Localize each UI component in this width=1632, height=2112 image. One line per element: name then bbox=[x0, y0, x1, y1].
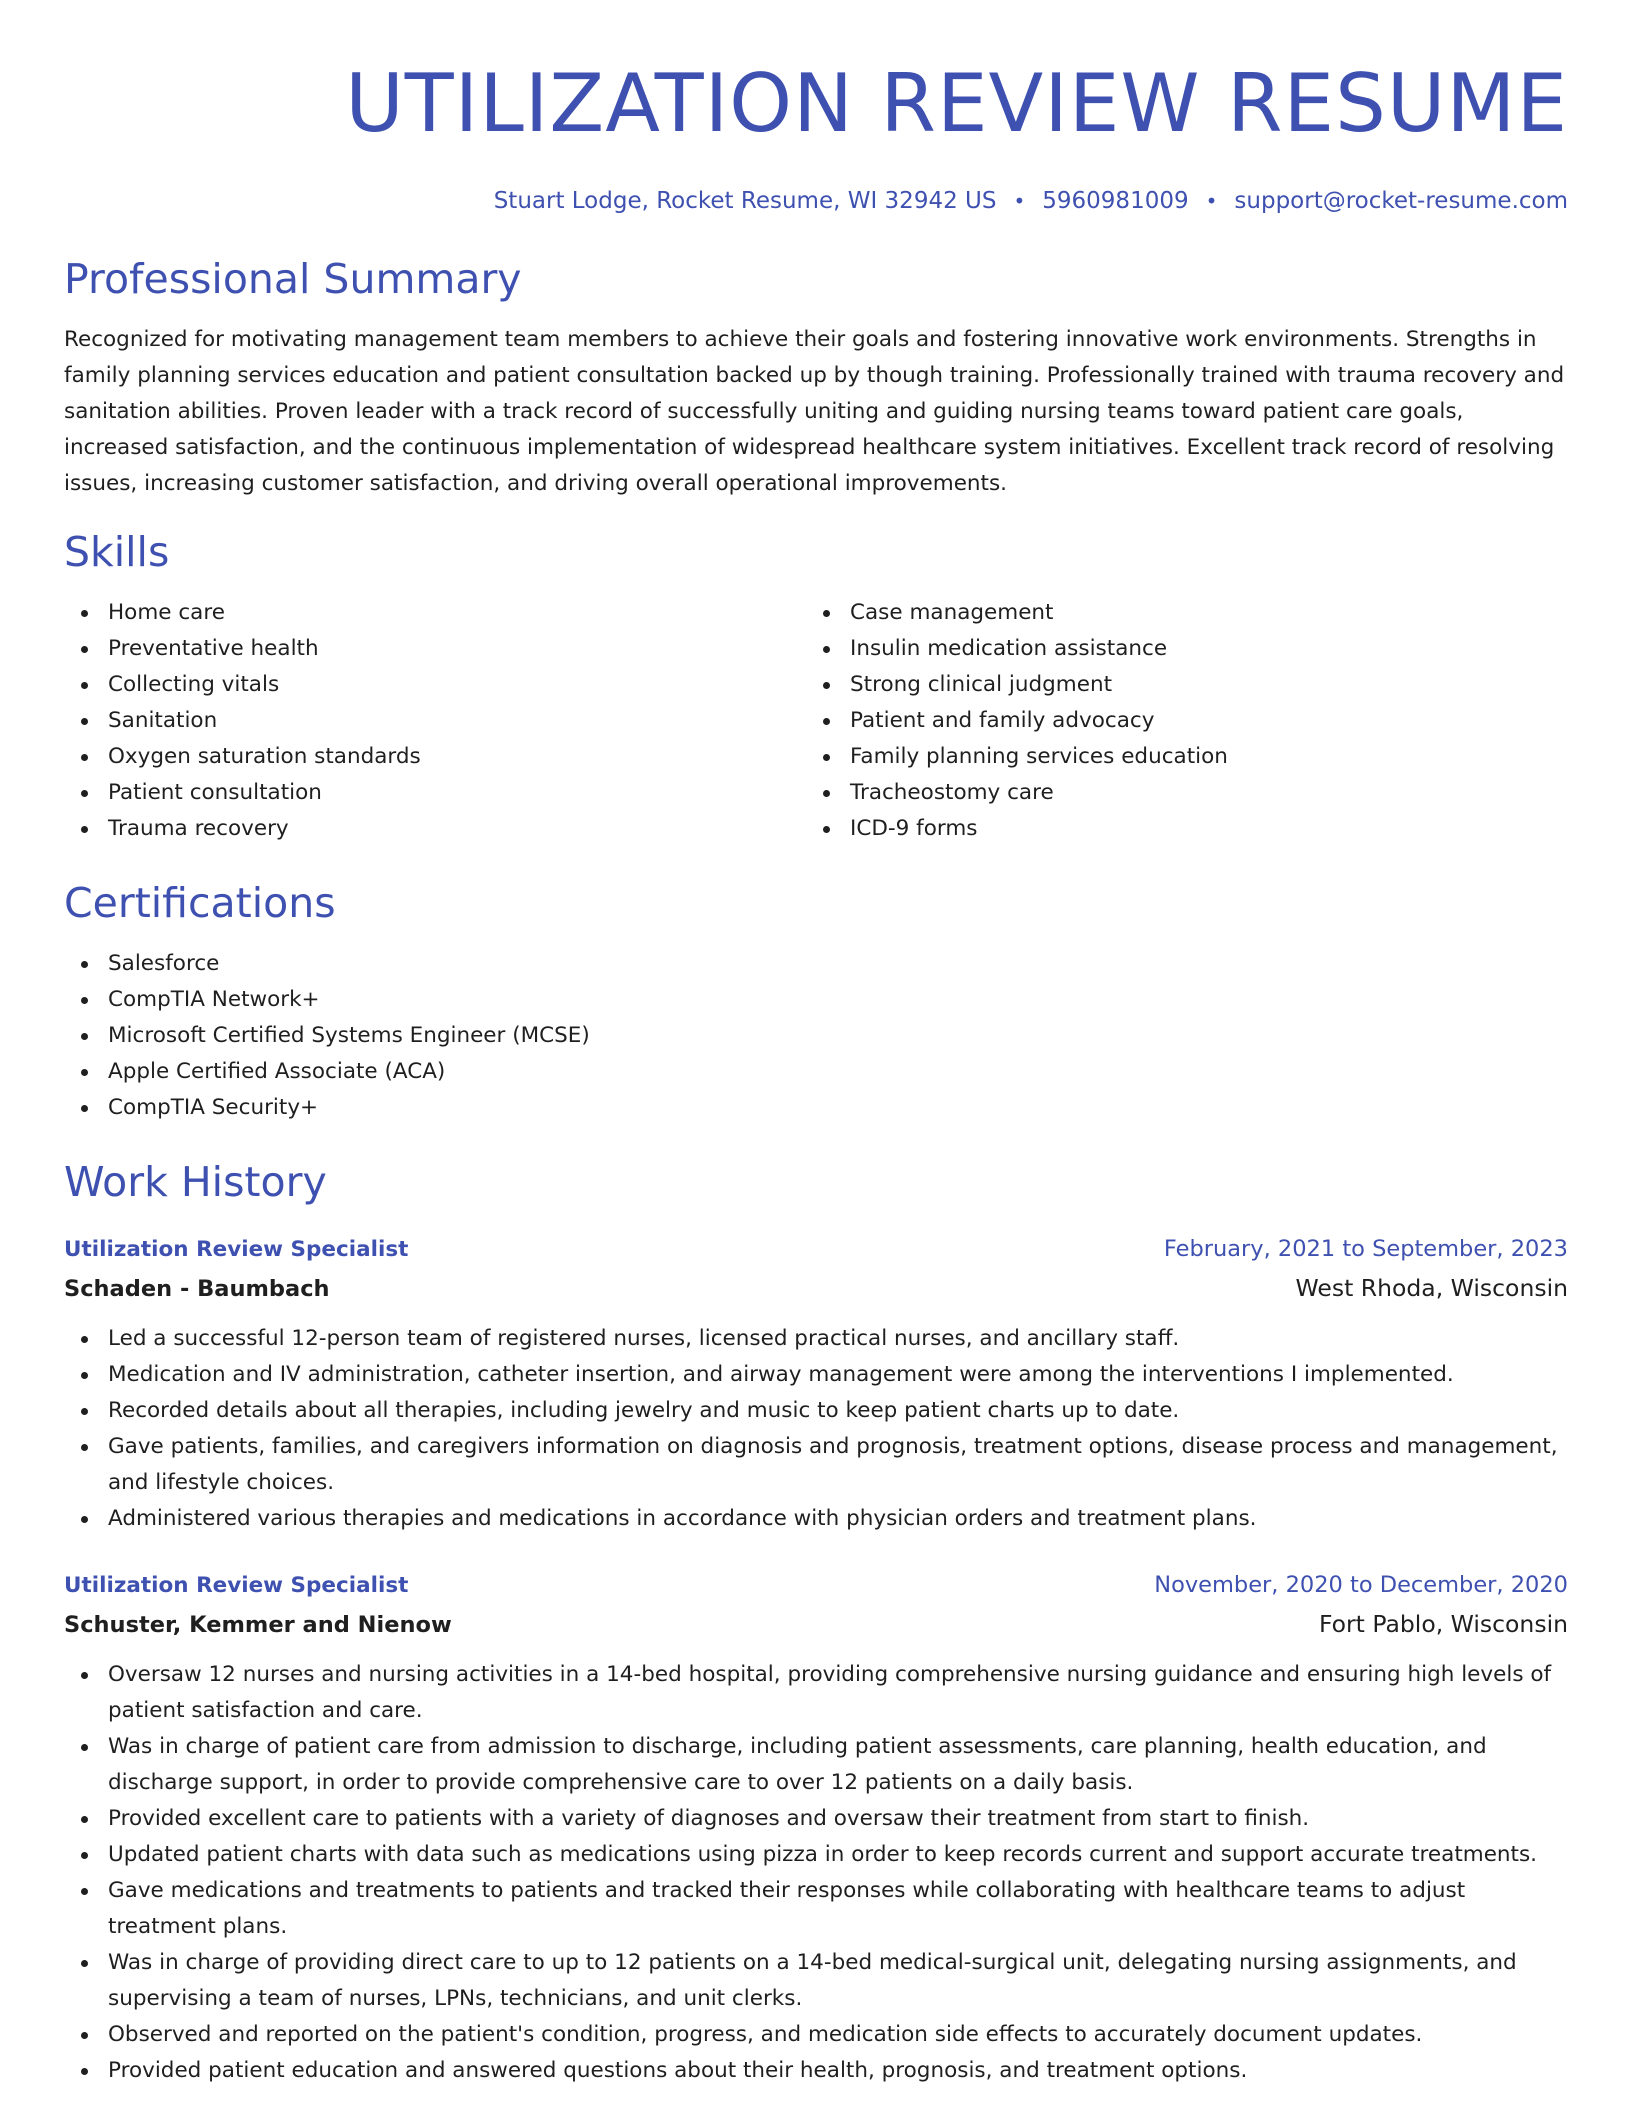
job-bullet: Updated patient charts with data such as medications using pizza in order to keep records current and support accurate treatments. bbox=[64, 1837, 1568, 1873]
job-bullet: Medication and IV administration, catheter insertion, and airway management were among the interventions I implemented. bbox=[64, 1357, 1568, 1393]
contact-line bbox=[64, 186, 1568, 216]
work-history-section bbox=[64, 1157, 1568, 2089]
resume-page bbox=[64, 0, 1568, 2089]
skill-item: Preventative health bbox=[64, 631, 806, 667]
skills-grid bbox=[64, 595, 1568, 847]
contact-phone: 5960981009 bbox=[1042, 188, 1189, 214]
job-bullet: Oversaw 12 nurses and nursing activities in a 14-bed hospital, providing comprehensive nursing guidance and ensuring high levels of patient satisfaction and care. bbox=[64, 1657, 1568, 1729]
contact-separator: • bbox=[1013, 189, 1026, 213]
skill-item: Patient consultation bbox=[64, 775, 806, 811]
job-subheader bbox=[64, 1604, 1568, 1645]
job-entry bbox=[64, 1231, 1568, 1537]
skill-item: Family planning services education bbox=[806, 739, 1568, 775]
job-location: West Rhoda, Wisconsin bbox=[1295, 1274, 1568, 1302]
contact-separator: • bbox=[1205, 189, 1218, 213]
job-role: Utilization Review Specialist bbox=[64, 1573, 409, 1598]
job-bullet: Provided excellent care to patients with a variety of diagnoses and oversaw their treatment from start to finish. bbox=[64, 1801, 1568, 1837]
skill-item: Collecting vitals bbox=[64, 667, 806, 703]
certification-item: CompTIA Security+ bbox=[64, 1090, 1568, 1126]
job-location: Fort Pablo, Wisconsin bbox=[1318, 1610, 1568, 1638]
job-dates: November, 2020 to December, 2020 bbox=[1154, 1572, 1568, 1598]
skill-item: Patient and family advocacy bbox=[806, 703, 1568, 739]
skill-item: Sanitation bbox=[64, 703, 806, 739]
job-bullet: Observed and reported on the patient's condition, progress, and medication side effects to accurately document updates. bbox=[64, 2017, 1568, 2053]
job-bullets bbox=[64, 1657, 1568, 2089]
certification-item: CompTIA Network+ bbox=[64, 982, 1568, 1018]
job-header bbox=[64, 1231, 1568, 1268]
job-bullet: Led a successful 12-person team of registered nurses, licensed practical nurses, and ancillary staff. bbox=[64, 1321, 1568, 1357]
certification-item: Microsoft Certified Systems Engineer (MCSE) bbox=[64, 1018, 1568, 1054]
job-bullet: Gave medications and treatments to patients and tracked their responses while collaborating with healthcare teams to adjust treatment plans. bbox=[64, 1873, 1568, 1945]
summary-section bbox=[64, 254, 1568, 502]
certifications-list bbox=[64, 946, 1568, 1126]
skill-item: ICD-9 forms bbox=[806, 811, 1568, 847]
job-bullet: Recorded details about all therapies, including jewelry and music to keep patient charts up to date. bbox=[64, 1393, 1568, 1429]
summary-heading: Professional Summary bbox=[64, 255, 522, 303]
certifications-heading: Certifications bbox=[64, 879, 336, 927]
job-role: Utilization Review Specialist bbox=[64, 1237, 409, 1262]
job-company: Schaden - Baumbach bbox=[64, 1276, 330, 1302]
job-bullet: Provided patient education and answered questions about their health, prognosis, and treatment options. bbox=[64, 2053, 1568, 2089]
job-bullet: Administered various therapies and medications in accordance with physician orders and treatment plans. bbox=[64, 1501, 1568, 1537]
job-subheader bbox=[64, 1268, 1568, 1309]
skills-section bbox=[64, 527, 1568, 847]
job-dates: February, 2021 to September, 2023 bbox=[1163, 1236, 1568, 1262]
work-history-heading: Work History bbox=[64, 1158, 327, 1206]
skill-item: Home care bbox=[64, 595, 806, 631]
skill-item: Insulin medication assistance bbox=[806, 631, 1568, 667]
job-header bbox=[64, 1567, 1568, 1604]
resume-title: UTILIZATION REVIEW RESUME bbox=[345, 57, 1568, 150]
job-bullet: Gave patients, families, and caregivers information on diagnosis and prognosis, treatment options, disease process and management, and lifestyle choices. bbox=[64, 1429, 1568, 1501]
summary-text: Recognized for motivating management team members to achieve their goals and fostering innovative work environments. Strengths in family planning services education and patient consultation backed up by though training. Professionally trained with trauma recovery and sanitation abilities. Proven leader with a track record of successfully uniting and guiding nursing teams toward patient care goals, increased satisfaction, and the continuous implementation of widespread healthcare system initiatives. Excellent track record of resolving issues, increasing customer satisfaction, and driving overall operational improvements. bbox=[64, 327, 1565, 496]
job-bullet: Was in charge of patient care from admission to discharge, including patient assessments, care planning, health education, and discharge support, in order to provide comprehensive care to over 12 patients on a daily basis. bbox=[64, 1729, 1568, 1801]
certifications-section bbox=[64, 878, 1568, 1126]
contact-email: support@rocket-resume.com bbox=[1234, 188, 1568, 214]
skill-item: Strong clinical judgment bbox=[806, 667, 1568, 703]
certification-item: Salesforce bbox=[64, 946, 1568, 982]
skills-heading: Skills bbox=[64, 528, 170, 576]
skill-item: Trauma recovery bbox=[64, 811, 806, 847]
certification-item: Apple Certified Associate (ACA) bbox=[64, 1054, 1568, 1090]
skill-item: Tracheostomy care bbox=[806, 775, 1568, 811]
job-entry bbox=[64, 1567, 1568, 2089]
skills-list-left bbox=[64, 595, 806, 847]
job-bullets bbox=[64, 1321, 1568, 1537]
skill-item: Oxygen saturation standards bbox=[64, 739, 806, 775]
skill-item: Case management bbox=[806, 595, 1568, 631]
job-company: Schuster, Kemmer and Nienow bbox=[64, 1612, 452, 1638]
job-bullet: Was in charge of providing direct care to up to 12 patients on a 14-bed medical-surgical unit, delegating nursing assignments, and supervising a team of nurses, LPNs, technicians, and unit clerks. bbox=[64, 1945, 1568, 2017]
skills-list-right bbox=[806, 595, 1568, 847]
contact-address: Stuart Lodge, Rocket Resume, WI 32942 US bbox=[493, 188, 997, 214]
